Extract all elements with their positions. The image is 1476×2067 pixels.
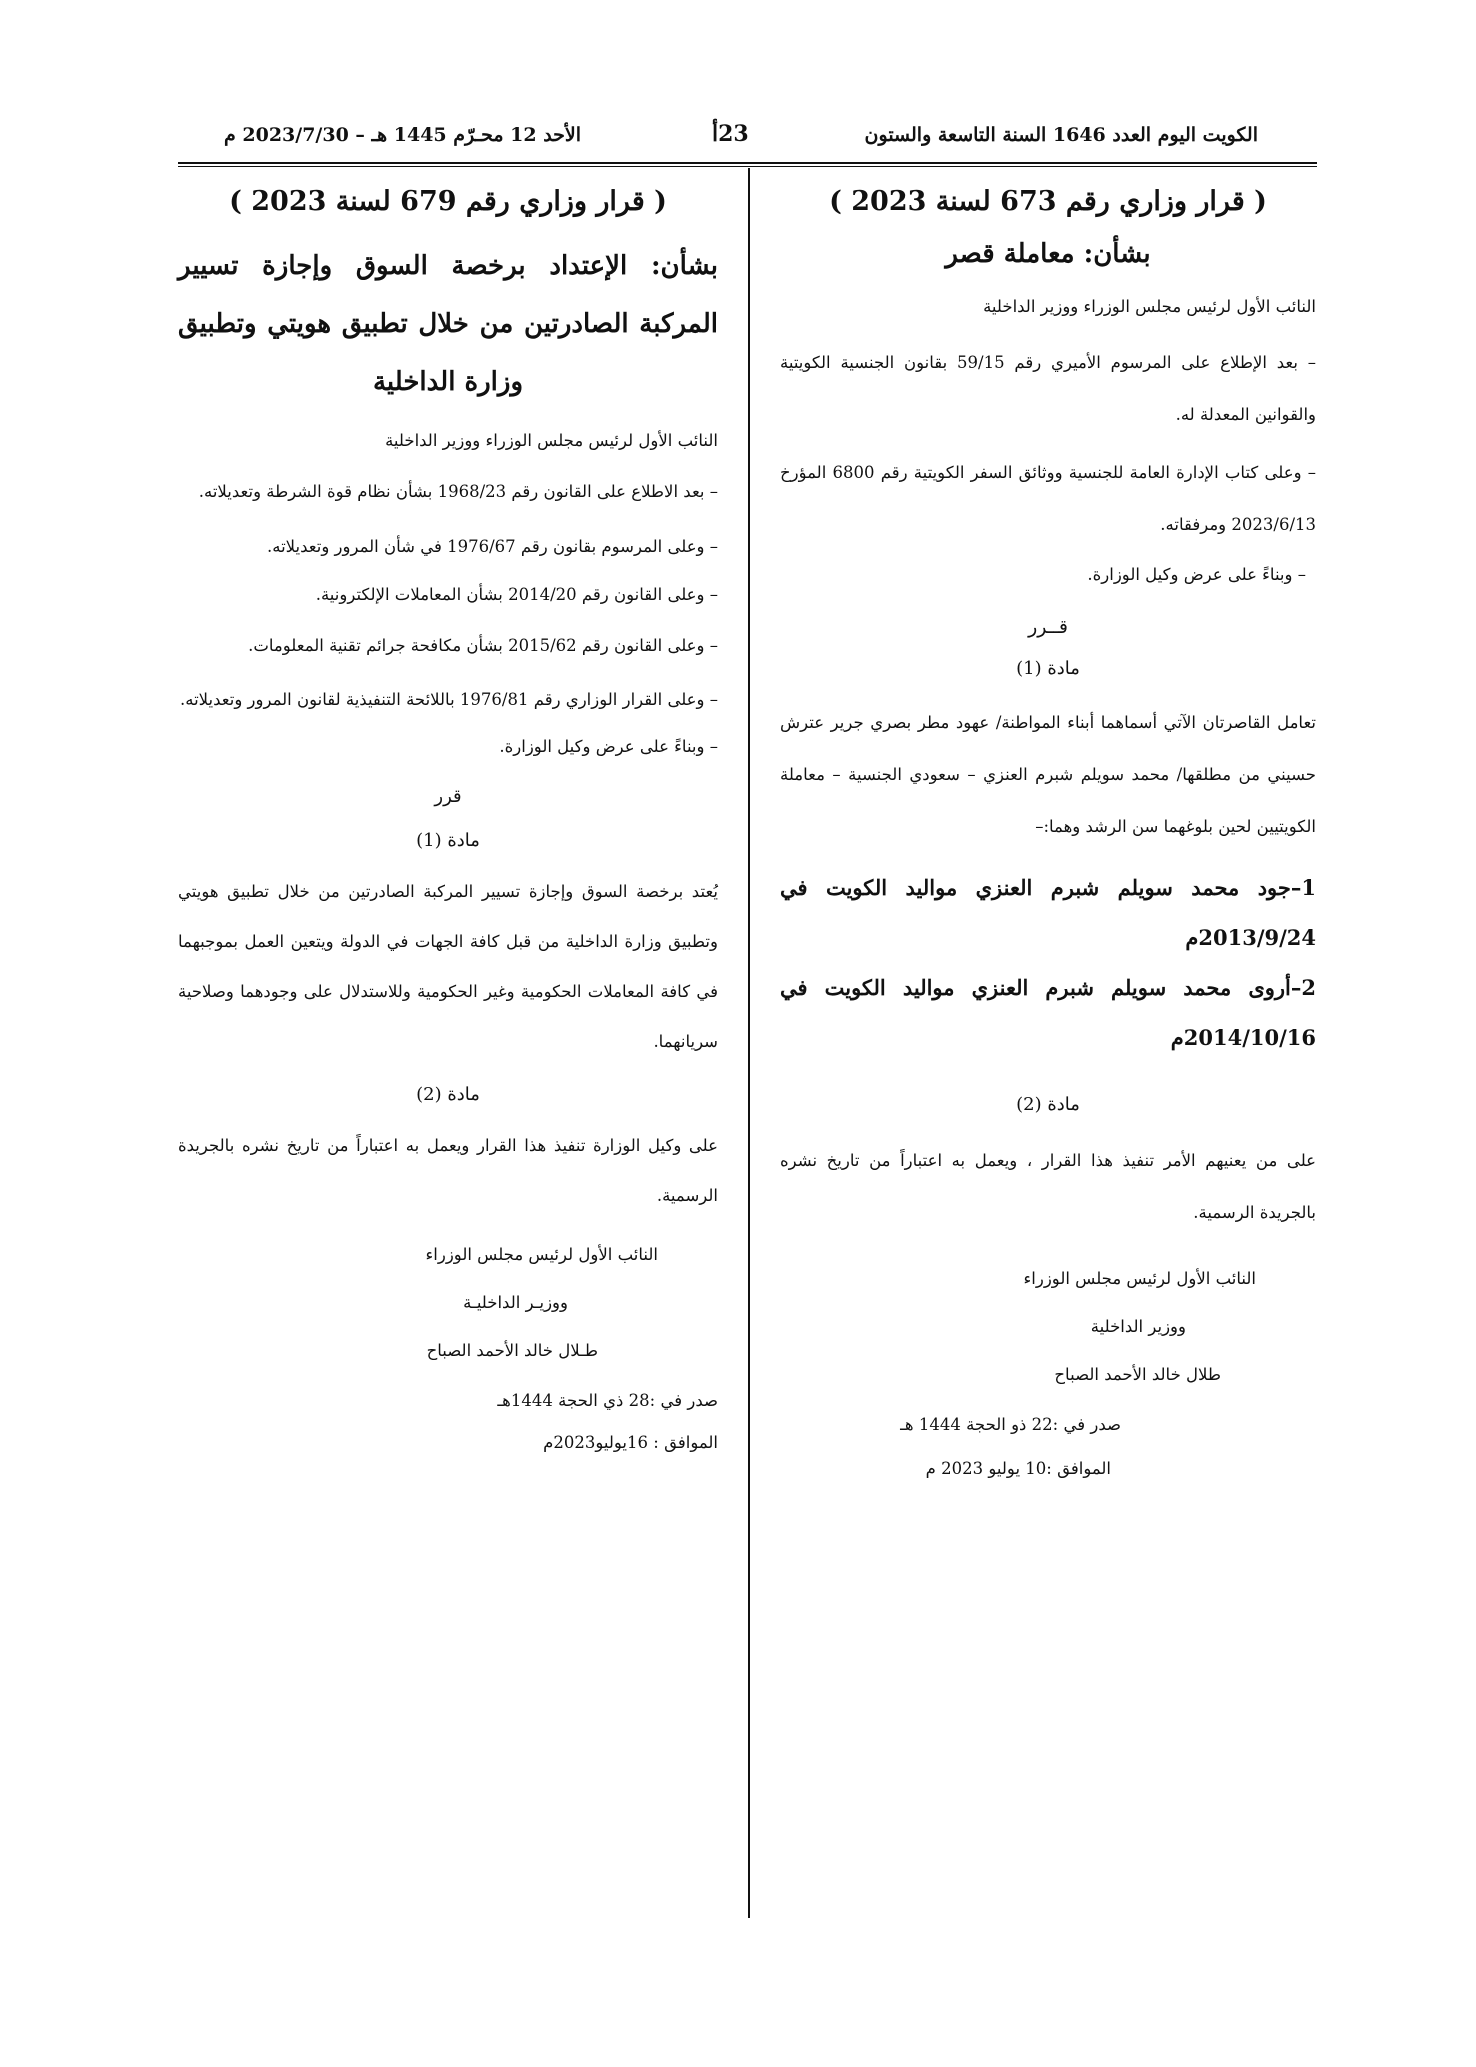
article-text: على وكيل الوزارة تنفيذ هذا القرار ويعمل به اعتباراً من تاريخ نشره بالجريدة الرسمية. (178, 1136, 718, 1205)
header-page-number: 23أ (712, 121, 749, 147)
preamble-item: – بعد الإطلاع على المرسوم الأميري رقم 59/15 بقانون الجنسية الكويتية والقوانين المعدلة له. (780, 353, 1316, 424)
header-issue-info: الكويت اليوم العدد 1646 السنة التاسعة والستون (864, 124, 1258, 146)
corresponding-date: الموافق :10 يوليو 2023 م (925, 1459, 1111, 1478)
article-text: يُعتد برخصة السوق وإجازة تسيير المركبة الصادرتين من خلال تطبيق هويتي وتطبيق وزارة الداخلية من قبل كافة الجهات في الدولة ويتعين العمل بموجبهما في كافة المعاملات الحكومية وغير الحكومية وللاستدلال على وجودهما وصلاحية سريانهما. (178, 882, 718, 1051)
article-label: مادة (2) (1016, 1094, 1080, 1115)
header-date: الأحد 12 محـرّم 1445 هـ – 2023/7/30 م (224, 124, 582, 146)
decided-label: قرر (434, 786, 462, 807)
article-label: مادة (1) (416, 830, 480, 851)
decision-issuer: النائب الأول لرئيس مجلس الوزراء ووزير الداخلية (385, 431, 718, 450)
preamble-item: – وعلى القانون رقم 2014/20 بشأن المعاملات الإلكترونية. (315, 585, 718, 604)
decision-title: ( قرار وزاري رقم 679 لسنة 2023 ) (229, 186, 667, 217)
signature-line: النائب الأول لرئيس مجلس الوزراء (1023, 1269, 1256, 1288)
signature-line: طلال خالد الأحمد الصباح (1054, 1365, 1221, 1384)
preamble-item: – وبناءً على عرض وكيل الوزارة. (1087, 565, 1306, 584)
preamble-item: – وعلى المرسوم بقانون رقم 1976/67 في شأن المرور وتعديلاته. (267, 537, 718, 556)
preamble-item: – وعلى القرار الوزاري رقم 1976/81 باللائحة التنفيذية لقانون المرور وتعديلاته. (179, 690, 718, 709)
decision-679 (178, 186, 718, 1455)
issued-date: صدر في :22 ذو الحجة 1444 هـ (900, 1415, 1121, 1434)
preamble-item: – وبناءً على عرض وكيل الوزارة. (499, 737, 718, 756)
child-entry: 1–جود محمد سويلم شبرم العنزي مواليد الكويت في 2013/9/24م (780, 875, 1316, 950)
header-rule-top (178, 162, 1317, 164)
preamble-item: – وعلى القانون رقم 2015/62 بشأن مكافحة جرائم تقنية المعلومات. (248, 636, 718, 655)
column-divider (748, 168, 750, 1918)
decision-subject: بشأن: الإعتداد برخصة السوق وإجازة تسيير المركبة الصادرتين من خلال تطبيق هويتي وتطبيق وزارة الداخلية (178, 251, 718, 397)
article-label: مادة (2) (416, 1084, 480, 1105)
header-rule-bottom (178, 166, 1317, 167)
decision-title: ( قرار وزاري رقم 673 لسنة 2023 ) (829, 186, 1267, 217)
article-text: تعامل القاصرتان الآتي أسماهما أبناء المواطنة/ عهود مطر بصري جرير عترش حسيني من مطلقها/ محمد سويلم شبرم العنزي – سعودي الجنسية – معاملة الكويتيين لحين بلوغهما سن الرشد وهما:– (780, 713, 1316, 836)
corresponding-date: الموافق : 16يوليو2023م (543, 1433, 718, 1452)
decided-label: قــرر (1028, 616, 1068, 638)
decision-673 (780, 186, 1316, 1481)
article-text: على من يعنيهم الأمر تنفيذ هذا القرار ، ويعمل به اعتباراً من تاريخ نشره بالجريدة الرسمية. (780, 1151, 1316, 1222)
signature-line: ووزيـر الداخليـة (463, 1293, 568, 1312)
signature-line: ووزير الداخلية (1090, 1317, 1186, 1336)
decision-subject: بشأن: معاملة قصر (945, 239, 1151, 269)
preamble-item: – بعد الاطلاع على القانون رقم 1968/23 بشأن نظام قوة الشرطة وتعديلاته. (198, 482, 718, 501)
child-entry: 2–أروى محمد سويلم شبرم العنزي مواليد الكويت في 2014/10/16م (780, 975, 1316, 1050)
article-label: مادة (1) (1016, 658, 1080, 679)
issued-date: صدر في :28 ذي الحجة 1444هـ (497, 1391, 718, 1410)
decision-issuer: النائب الأول لرئيس مجلس الوزراء ووزير الداخلية (983, 297, 1316, 316)
signature-line: طـلال خالد الأحمد الصباح (426, 1341, 598, 1360)
preamble-item: – وعلى كتاب الإدارة العامة للجنسية ووثائق السفر الكويتية رقم 6800 المؤرخ 2023/6/13 ومرفقاته. (780, 463, 1316, 534)
signature-line: النائب الأول لرئيس مجلس الوزراء (425, 1245, 658, 1264)
